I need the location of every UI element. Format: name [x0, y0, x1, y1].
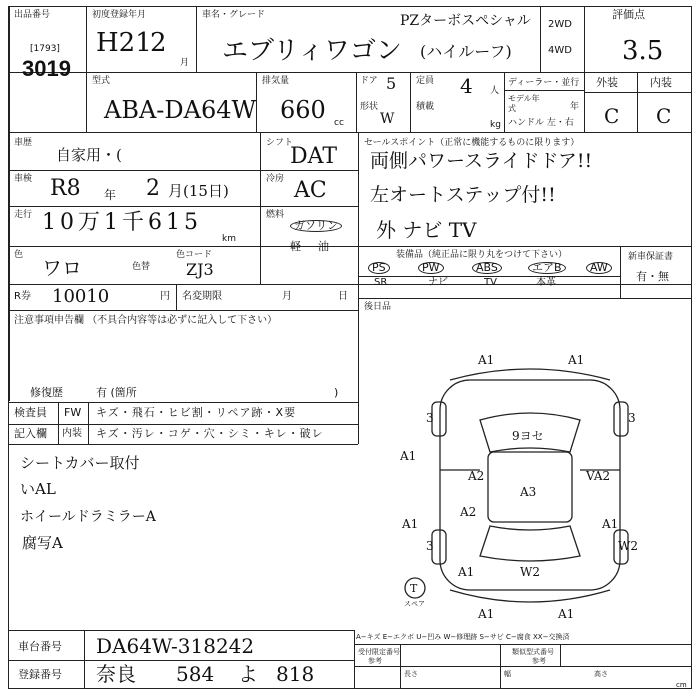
handle-label: ハンドル 左・右: [508, 118, 574, 128]
mark-roof: 9ヨセ: [512, 429, 544, 443]
first-reg-month: 2: [150, 28, 167, 58]
plate-area: 奈良: [96, 662, 136, 686]
fuel-diesel: 油: [318, 240, 329, 253]
equip-navi: ナビ: [428, 277, 448, 288]
history-value: 自家用・(: [56, 146, 122, 164]
capacity: 4: [460, 74, 473, 98]
footer-cell-6: 類似型式番号: [512, 648, 554, 656]
color-label: 色: [14, 250, 24, 260]
inspection-label: 車検: [14, 174, 33, 184]
displacement-label: 排気量: [262, 76, 290, 86]
inspection-era: R8: [50, 176, 81, 201]
drive-4wd: 4WD: [548, 45, 572, 56]
capacity-label: 定員: [416, 76, 435, 86]
equip-abs: ABS: [472, 262, 502, 274]
ac-label: 冷房: [266, 174, 285, 184]
car-diagram: [380, 340, 680, 630]
hand-note-3: ホイールドラミラーA: [20, 509, 156, 525]
grade: PZターボスペシャル: [400, 13, 531, 29]
lot-label: 出品番号: [14, 10, 51, 20]
month-unit: 月: [180, 58, 190, 68]
mark-rear-left: A1: [458, 565, 475, 579]
interior-grade: C: [656, 104, 672, 128]
hand-note-1: シートカバー取付: [20, 454, 140, 472]
doors-label: ドア: [360, 76, 378, 86]
year-unit: 年: [570, 102, 580, 112]
fw-text: キズ・飛石・ヒビ割・リペア跡・X要: [96, 406, 297, 419]
name-change-day: 日: [338, 291, 348, 302]
new-warranty-value: 有・無: [636, 270, 669, 283]
name-label: 車名・グレード: [202, 10, 266, 20]
recycle-value: 10010: [52, 286, 110, 307]
shape-label: 形状: [360, 102, 379, 112]
inspection-year: 2: [146, 176, 160, 201]
mark-rear-bumper-right: A1: [558, 607, 575, 621]
wheel-rear-left: [432, 530, 446, 564]
mileage-unit: km: [222, 234, 236, 244]
model-code: ABA-DA64W: [104, 96, 257, 124]
sales-line-2: 左オートステップ付!!: [370, 184, 556, 206]
recycle-unit: 円: [160, 291, 170, 302]
fuel-light: 軽: [290, 240, 301, 253]
sales-line-3: 外 ナビ TV: [376, 218, 477, 242]
mark-left-front-door: A1: [400, 449, 417, 463]
mark-left-door: A2: [468, 469, 485, 483]
capacity-unit: 人: [490, 86, 500, 96]
repair-value: 有 (箇所: [96, 386, 137, 399]
mark-right-quarter: A1: [602, 517, 619, 531]
sales-line-1: 両側パワースライドドア!!: [370, 150, 593, 172]
color-code-label: 色コード: [176, 250, 213, 260]
plate-class: 584: [176, 662, 215, 686]
mark-right-door: VA2: [586, 469, 611, 483]
mileage: 10万1千615: [42, 210, 202, 235]
inspection-month: 月(15日): [168, 182, 229, 200]
equip-sr: SR: [374, 277, 388, 288]
recycle-label: R券: [14, 291, 31, 302]
equip-pw: PW: [418, 262, 444, 274]
mark-front-right: A1: [568, 353, 585, 367]
model-year-label: モデル年式: [508, 94, 540, 113]
fuel-gasoline: ガソリン: [290, 220, 342, 232]
ac: AC: [294, 178, 327, 203]
mark-front-left: A1: [478, 353, 495, 367]
load-unit: kg: [490, 120, 501, 130]
mark-wheel-rr: W2: [618, 539, 638, 553]
hand-note-2: いAL: [20, 480, 56, 498]
interior-label: 内装: [650, 76, 672, 89]
color-code: ZJ3: [186, 260, 214, 279]
lot-number: 3019: [22, 56, 71, 81]
damage-legend: A−キズ E−エクボ U−凹み W−修理跡 S−サビ C−腐食 XX−交換済: [356, 633, 570, 641]
inspector-label-1: 検査員: [14, 406, 47, 419]
footer-cell-ref-1: 参考: [368, 657, 382, 665]
equip-airbag: エアB: [528, 262, 566, 274]
wheel-front-left: [432, 402, 446, 436]
equip-tv: TV: [484, 277, 497, 288]
shift-label: シフト: [266, 138, 294, 148]
car-rear-bumper: [450, 590, 610, 602]
footer-height: 高さ: [594, 670, 608, 678]
history-label: 車歴: [14, 138, 33, 148]
equip-leather: 本革: [536, 277, 556, 288]
plate-label: 登録番号: [18, 668, 62, 681]
footer-length: 長さ: [404, 670, 418, 678]
mark-left-quarter: A1: [402, 517, 419, 531]
plate-number: 818: [276, 662, 315, 686]
first-reg-era: H21: [96, 28, 152, 58]
fuel-label: 燃料: [266, 210, 285, 220]
model-code-label: 型式: [92, 76, 111, 86]
fw-label: FW: [64, 406, 82, 419]
equipment-label: 装備品（純正品に限り丸をつけて下さい）: [396, 250, 568, 260]
mileage-label: 走行: [14, 210, 33, 220]
name-change-label: 名変期限: [182, 291, 222, 302]
later-label: 後日品: [364, 302, 392, 312]
dealer-label: ディーラー・並行: [508, 78, 580, 88]
car-front-bumper: [450, 369, 610, 380]
doors: 5: [386, 74, 397, 93]
interior-row-label: 内装: [62, 428, 82, 439]
mark-rear-side: A2: [460, 505, 477, 519]
sales-label: セールスポイント（正常に機能するものに限ります）: [364, 138, 580, 148]
model-name: エブリィワゴン: [222, 36, 402, 66]
load-label: 積載: [416, 102, 435, 112]
equip-ps: PS: [368, 262, 390, 274]
mark-wheel-fl: 3: [426, 411, 434, 425]
chassis-number: DA64W-318242: [96, 634, 255, 658]
repair-close: ): [334, 386, 339, 399]
chassis-label: 車台番号: [18, 640, 62, 653]
first-reg-label: 初度登録年月: [92, 10, 147, 20]
rating-label: 評価点: [612, 8, 645, 21]
exterior-grade: C: [604, 104, 620, 128]
footer-cm: cm: [676, 681, 687, 689]
equip-aw: AW: [586, 262, 612, 274]
drive-2wd: 2WD: [548, 19, 572, 30]
hand-note-4: 腐写A: [22, 534, 63, 552]
inspection-year-char: 年: [104, 188, 117, 202]
shape: W: [380, 111, 395, 127]
interior-row-text: キズ・汚レ・コゲ・穴・シミ・キレ・破レ: [96, 427, 324, 440]
roof-type: (ハイルーフ): [420, 42, 512, 61]
lot-small: [1793]: [30, 44, 60, 54]
footer-width: 幅: [504, 670, 511, 678]
plate-kana: よ: [238, 662, 258, 686]
mark-wheel-rl: 3: [426, 539, 434, 553]
repair-label: 修復歴: [30, 386, 63, 399]
inspector-label-2: 記入欄: [14, 427, 47, 440]
spare-mark: T: [410, 582, 418, 595]
mark-wheel-fr: 3: [628, 411, 636, 425]
shift: DAT: [290, 144, 337, 169]
exterior-label: 外装: [596, 76, 618, 89]
name-change-month: 月: [282, 291, 292, 302]
mark-roof-center: A3: [520, 485, 537, 499]
displacement: 660: [280, 96, 326, 124]
car-rear-window: [480, 526, 580, 561]
new-warranty-label: 新車保証書: [628, 252, 674, 262]
color-change-label: 色替: [132, 262, 151, 272]
mark-rear-bumper-left: A1: [478, 607, 495, 621]
mark-rear-center: W2: [520, 565, 540, 579]
wheel-front-right: [614, 402, 628, 436]
notes-label: 注意事項申告欄 （不具合内容等は必ずに記入して下さい）: [14, 315, 278, 326]
footer-cell-ref-2: 参考: [532, 657, 546, 665]
footer-cell-1: 受付限定番号: [358, 648, 400, 656]
spare-label: スペア: [404, 600, 425, 608]
color: ワロ: [42, 256, 82, 280]
displacement-unit: cc: [334, 118, 344, 128]
rating-value: 3.5: [622, 36, 664, 66]
